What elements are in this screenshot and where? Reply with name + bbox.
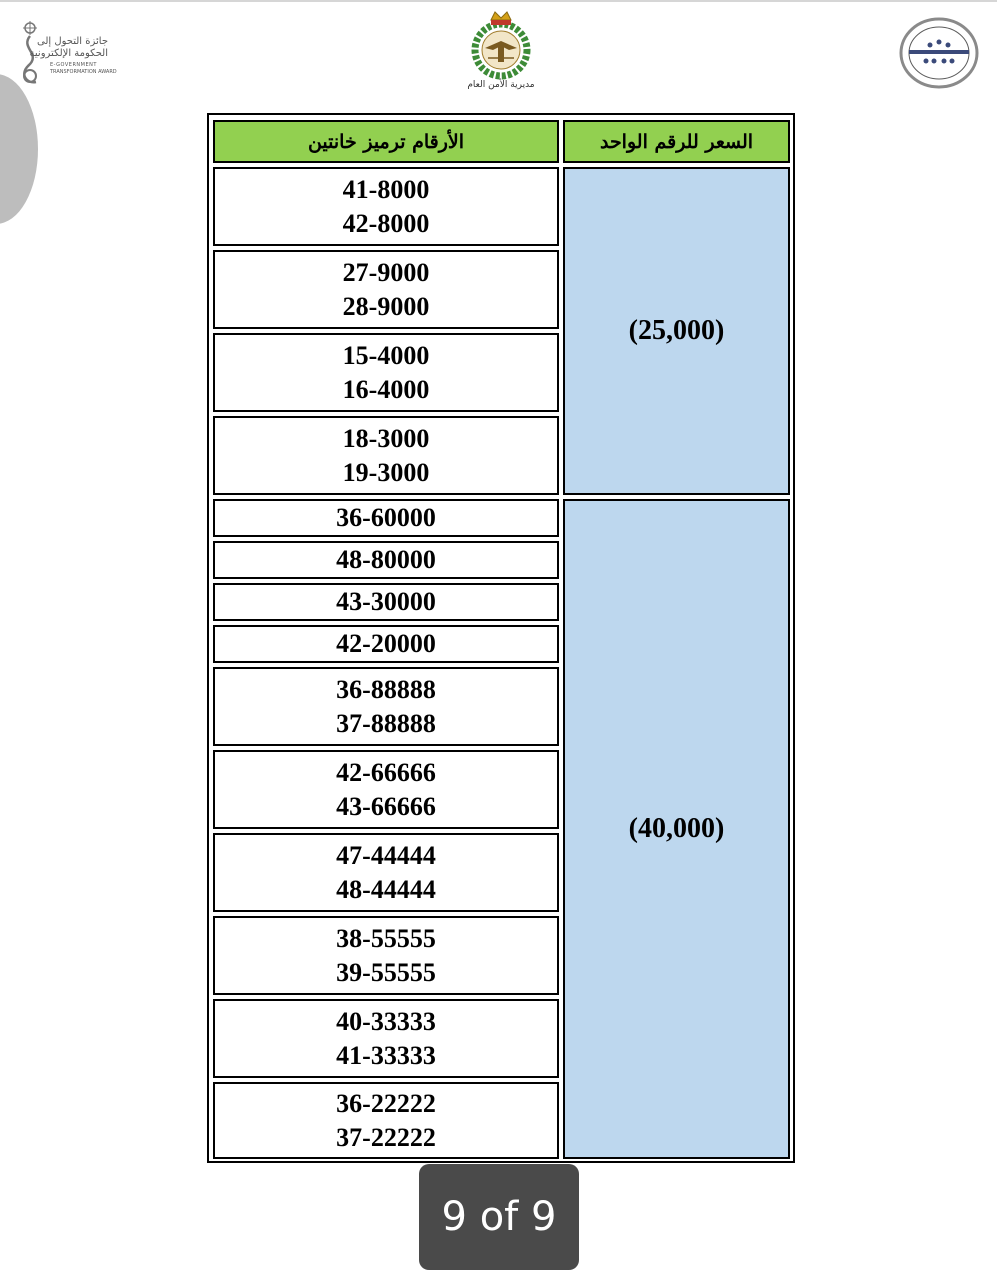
top-divider — [0, 0, 997, 2]
public-security-logo — [455, 8, 547, 94]
number-value: 42-66666 — [336, 757, 436, 787]
number-value: 19-3000 — [342, 457, 430, 487]
number-cell — [213, 1082, 559, 1159]
number-value: 38-55555 — [336, 923, 436, 953]
number-value: 48-80000 — [336, 545, 436, 574]
number-value: 16-4000 — [342, 374, 430, 404]
number-value: 39-55555 — [336, 957, 436, 987]
award-title-line4: TRANSFORMATION AWARD — [50, 69, 117, 75]
number-price-table — [207, 113, 795, 1163]
number-value: 18-3000 — [342, 423, 430, 453]
number-cell — [213, 333, 559, 412]
number-cell — [213, 833, 559, 912]
award-title-line3: E-GOVERNMENT — [50, 62, 97, 68]
number-cell — [213, 541, 559, 579]
number-value: 42-8000 — [342, 208, 430, 238]
public-security-caption: مديرية الأمن العام — [467, 80, 535, 90]
header-price: السعر للرقم الواحد — [563, 120, 790, 163]
number-value: 42-20000 — [336, 629, 436, 658]
egov-award-logo — [18, 20, 118, 100]
number-value: 28-9000 — [342, 291, 430, 321]
header-numbers: الأرقام ترميز خانتين — [213, 120, 559, 163]
number-value: 27-9000 — [342, 257, 430, 287]
number-value: 41-8000 — [342, 174, 430, 204]
number-value: 47-44444 — [336, 840, 436, 870]
seal-stars-icon — [898, 16, 980, 90]
number-cell — [213, 750, 559, 829]
number-cell — [213, 667, 559, 746]
number-cell — [213, 416, 559, 495]
directorate-seal-logo — [898, 16, 980, 90]
award-title-line2: الحكومة الإلكترونية — [29, 48, 108, 59]
number-cell — [213, 916, 559, 995]
number-cell — [213, 625, 559, 663]
number-value: 36-60000 — [336, 503, 436, 532]
number-cell — [213, 167, 559, 246]
number-value: 15-4000 — [342, 340, 430, 370]
price-cell-group-1: (25,000) — [563, 167, 790, 495]
price-cell-group-2: (40,000) — [563, 499, 790, 1159]
number-value: 37-22222 — [336, 1122, 436, 1152]
number-cell — [213, 583, 559, 621]
number-value: 48-44444 — [336, 874, 436, 904]
number-value: 43-30000 — [336, 587, 436, 616]
number-cell — [213, 999, 559, 1078]
number-value: 43-66666 — [336, 791, 436, 821]
award-title-line1: جائزة التحول إلى — [36, 36, 108, 47]
number-value: 37-88888 — [336, 708, 436, 738]
number-cell — [213, 250, 559, 329]
crown-eagle-emblem-icon — [455, 8, 547, 80]
page-indicator: 9 of 9 — [419, 1164, 579, 1270]
number-cell — [213, 499, 559, 537]
number-value: 36-88888 — [336, 674, 436, 704]
number-value: 40-33333 — [336, 1006, 436, 1036]
number-value: 41-33333 — [336, 1040, 436, 1070]
number-value: 36-22222 — [336, 1088, 436, 1118]
